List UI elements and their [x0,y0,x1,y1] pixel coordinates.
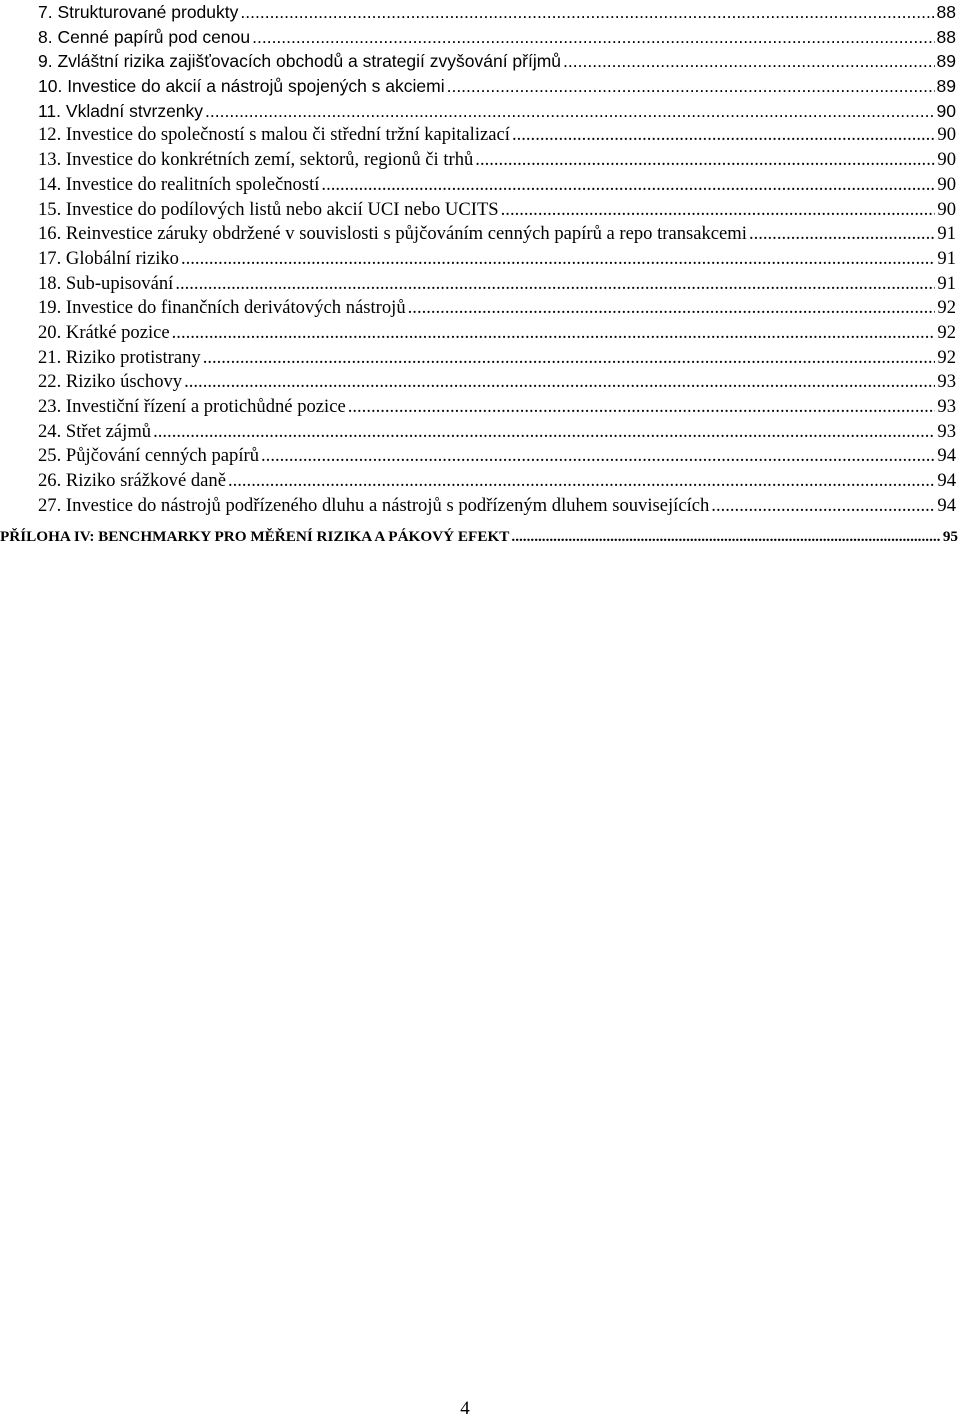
toc-entry-label: 18. Sub-upisování [38,272,174,294]
toc-entry-label: PŘÍLOHA IV: BENCHMARKY PRO MĚŘENÍ RIZIKA A PÁKOVÝ EFEKT [0,528,510,545]
toc-dot-leader [151,420,935,445]
toc-dot-leader [173,272,935,297]
toc-entry-label: 8. Cenné papírů pod cenou [38,26,251,47]
toc-entry[interactable] [38,469,956,494]
toc-entry-label: 21. Riziko protistrany [38,346,201,368]
toc-entry[interactable] [38,222,956,247]
toc-entry[interactable] [38,494,956,519]
toc-entry-label: 23. Investiční řízení a protichůdné pozice [38,396,346,417]
toc-entry-page: 90 [937,173,956,195]
toc-entry-label: 9. Zvláštní rizika zajišťovacích obchodů a strategií zvyšování příjmů [38,51,562,72]
toc-entry-page: 92 [937,297,956,319]
toc-entry[interactable] [38,395,956,420]
toc-dot-leader [406,296,936,321]
toc-entry-page: 92 [937,346,956,368]
toc-dot-leader [747,222,935,247]
toc-entry-page: 90 [937,124,956,146]
toc-entry-label: 24. Střet zájmů [38,420,152,442]
toc-entry-label: 17. Globální riziko [38,247,179,269]
toc-entry[interactable] [38,0,956,25]
toc-entry-page: 95 [942,528,958,545]
toc-entry-label: 14. Investice do realitních společností [38,173,320,195]
toc-dot-leader [226,469,935,494]
toc-entry[interactable] [38,370,956,395]
toc-entry-page: 90 [937,198,956,220]
toc-dot-leader [170,321,936,346]
toc-entry[interactable] [38,25,956,50]
toc-entry-page: 92 [937,321,956,343]
toc-entry-label: 10. Investice do akcií a nástrojů spojených s akciemi [38,76,445,97]
toc-entry-page: 89 [936,51,956,72]
toc-dot-leader [346,395,936,420]
toc-dot-leader [319,173,935,198]
toc-entry[interactable] [38,74,956,99]
table-of-contents [38,0,956,518]
toc-entry-page: 90 [937,149,956,171]
toc-entry-page: 93 [937,420,956,442]
toc-entry[interactable] [38,99,956,124]
toc-entry-page: 94 [937,470,956,492]
toc-entry-page: 91 [937,272,956,294]
toc-entry-page: 94 [937,494,956,516]
toc-dot-leader [499,198,936,223]
toc-entry-page: 88 [936,26,956,47]
toc-entry-label: 13. Investice do konkrétních zemí, sektorů, regionů či trhů [38,149,474,171]
toc-dot-leader [445,74,935,99]
toc-entry[interactable] [38,444,956,469]
toc-entry[interactable] [38,272,956,297]
toc-entry-label: 20. Krátké pozice [38,321,170,343]
toc-entry-appendix-iv[interactable] [0,526,958,548]
toc-entry-page: 91 [937,247,956,269]
toc-dot-leader [473,148,935,173]
toc-entry-label: 22. Riziko úschovy [38,371,183,393]
toc-entry-label: 12. Investice do společností s malou či střední tržní kapitalizací [38,124,510,146]
toc-entry-label: 27. Investice do nástrojů podřízeného dluhu a nástrojů s podřízeným dluhem souvisejících [38,494,710,516]
toc-dot-leader [179,247,935,272]
toc-dot-leader [201,346,936,371]
toc-entry[interactable] [38,148,956,173]
toc-entry-page: 90 [936,100,956,121]
toc-entry-page: 88 [936,2,956,22]
toc-entry-label: 11. Vkladní stvrzenky [38,100,204,121]
toc-entry-label: 19. Investice do finančních derivátových nástrojů [38,297,406,319]
toc-entry-label: 26. Riziko srážkové daně [38,470,226,492]
toc-dot-leader [561,49,934,74]
toc-entry-page: 94 [937,445,956,467]
toc-entry[interactable] [38,173,956,198]
toc-entry-page: 89 [936,76,956,97]
toc-entry[interactable] [38,198,956,223]
toc-entry[interactable] [38,420,956,445]
toc-entry-label: 7. Strukturované produkty [38,2,239,22]
toc-entry[interactable] [38,321,956,346]
toc-dot-leader [510,123,935,148]
toc-entry[interactable] [38,49,956,74]
toc-dot-leader [259,444,935,469]
toc-dot-leader [509,526,940,548]
toc-dot-leader [203,99,935,124]
toc-dot-leader [238,0,934,25]
toc-entry-label: 25. Půjčování cenných papírů [38,445,260,467]
toc-dot-leader [709,494,935,519]
toc-entry-page: 93 [937,396,956,417]
toc-entry[interactable] [38,247,956,272]
toc-dot-leader [250,25,934,50]
toc-entry-label: 16. Reinvestice záruky obdržené v souvislosti s půjčováním cenných papírů a repo transakcemi [38,223,747,245]
toc-entry-page: 91 [937,223,956,245]
toc-entry[interactable] [38,346,956,371]
page-number: 4 [460,1398,470,1419]
toc-entry[interactable] [38,123,956,148]
toc-entry-label: 15. Investice do podílových listů nebo akcií UCI nebo UCITS [38,198,499,220]
toc-dot-leader [182,370,935,395]
toc-entry-page: 93 [937,371,956,393]
toc-entry[interactable] [38,296,956,321]
